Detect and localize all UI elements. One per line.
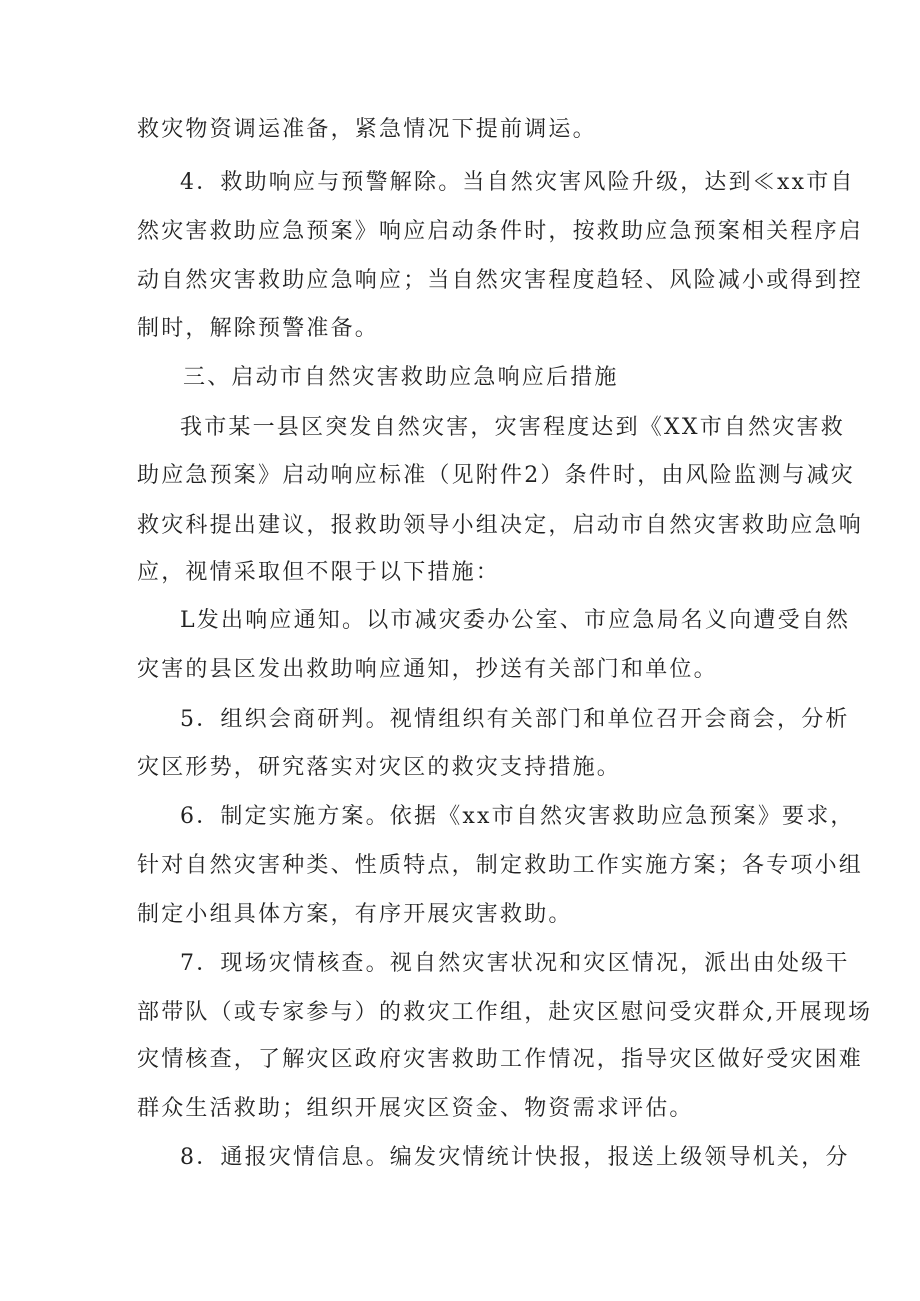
text-line: 制时，解除预警准备。 — [137, 316, 380, 341]
text-line: 4．救助响应与预警解除。当自然灾害风险升级，达到≪xx市自 — [180, 170, 855, 195]
text-line: 灾情核查，了解灾区政府灾害救助工作情况，指导灾区做好受灾困难 — [137, 1047, 864, 1072]
text-line: 部带队（或专家参与）的救灾工作组，赴灾区慰问受灾群众,开展现场 — [137, 1000, 873, 1025]
text-line: 5．组织会商研判。视情组织有关部门和单位召开会商会，分析 — [180, 707, 850, 732]
text-line: 应，视情采取但不限于以下措施： — [137, 560, 501, 585]
text-line: 针对自然灾害种类、性质特点，制定救助工作实施方案；各专项小组 — [137, 853, 864, 878]
text-line: 群众生活救助；组织开展灾区资金、物资需求评估。 — [137, 1096, 694, 1121]
text-line: 然灾害救助应急预案》响应启动条件时，按救助应急预案相关程序启 — [137, 219, 864, 244]
text-line: 我市某一县区突发自然灾害，灾害程度达到《XX市自然灾害救 — [180, 415, 845, 440]
text-line: 制定小组具体方案，有序开展灾害救助。 — [137, 902, 573, 927]
section-heading: 三、启动市自然灾害救助应急响应后措施 — [183, 365, 619, 390]
text-line: 灾区形势，研究落实对灾区的救灾支持措施。 — [137, 755, 622, 780]
text-line: 动自然灾害救助应急响应；当自然灾害程度趋轻、风险减小或得到控 — [137, 268, 864, 293]
text-line: 7．现场灾情核查。视自然灾害状况和灾区情况，派出由处级干 — [180, 951, 850, 976]
text-line: L发出响应通知。以市减灾委办公室、市应急局名义向遭受自然 — [180, 608, 851, 633]
text-line: 8．通报灾情信息。编发灾情统计快报，报送上级领导机关，分 — [180, 1145, 850, 1170]
text-line: 灾害的县区发出救助响应通知，抄送有关部门和单位。 — [137, 657, 718, 682]
text-line: 救灾科提出建议，报救助领导小组决定，启动市自然灾害救助应急响 — [137, 513, 864, 538]
text-line: 救灾物资调运准备，紧急情况下提前调运。 — [137, 117, 597, 142]
text-line: 6．制定实施方案。依据《xx市自然灾害救助应急预案》要求， — [180, 804, 855, 829]
text-line: 助应急预案》启动响应标准（见附件2）条件时，由风险监测与减灾 — [137, 463, 855, 488]
